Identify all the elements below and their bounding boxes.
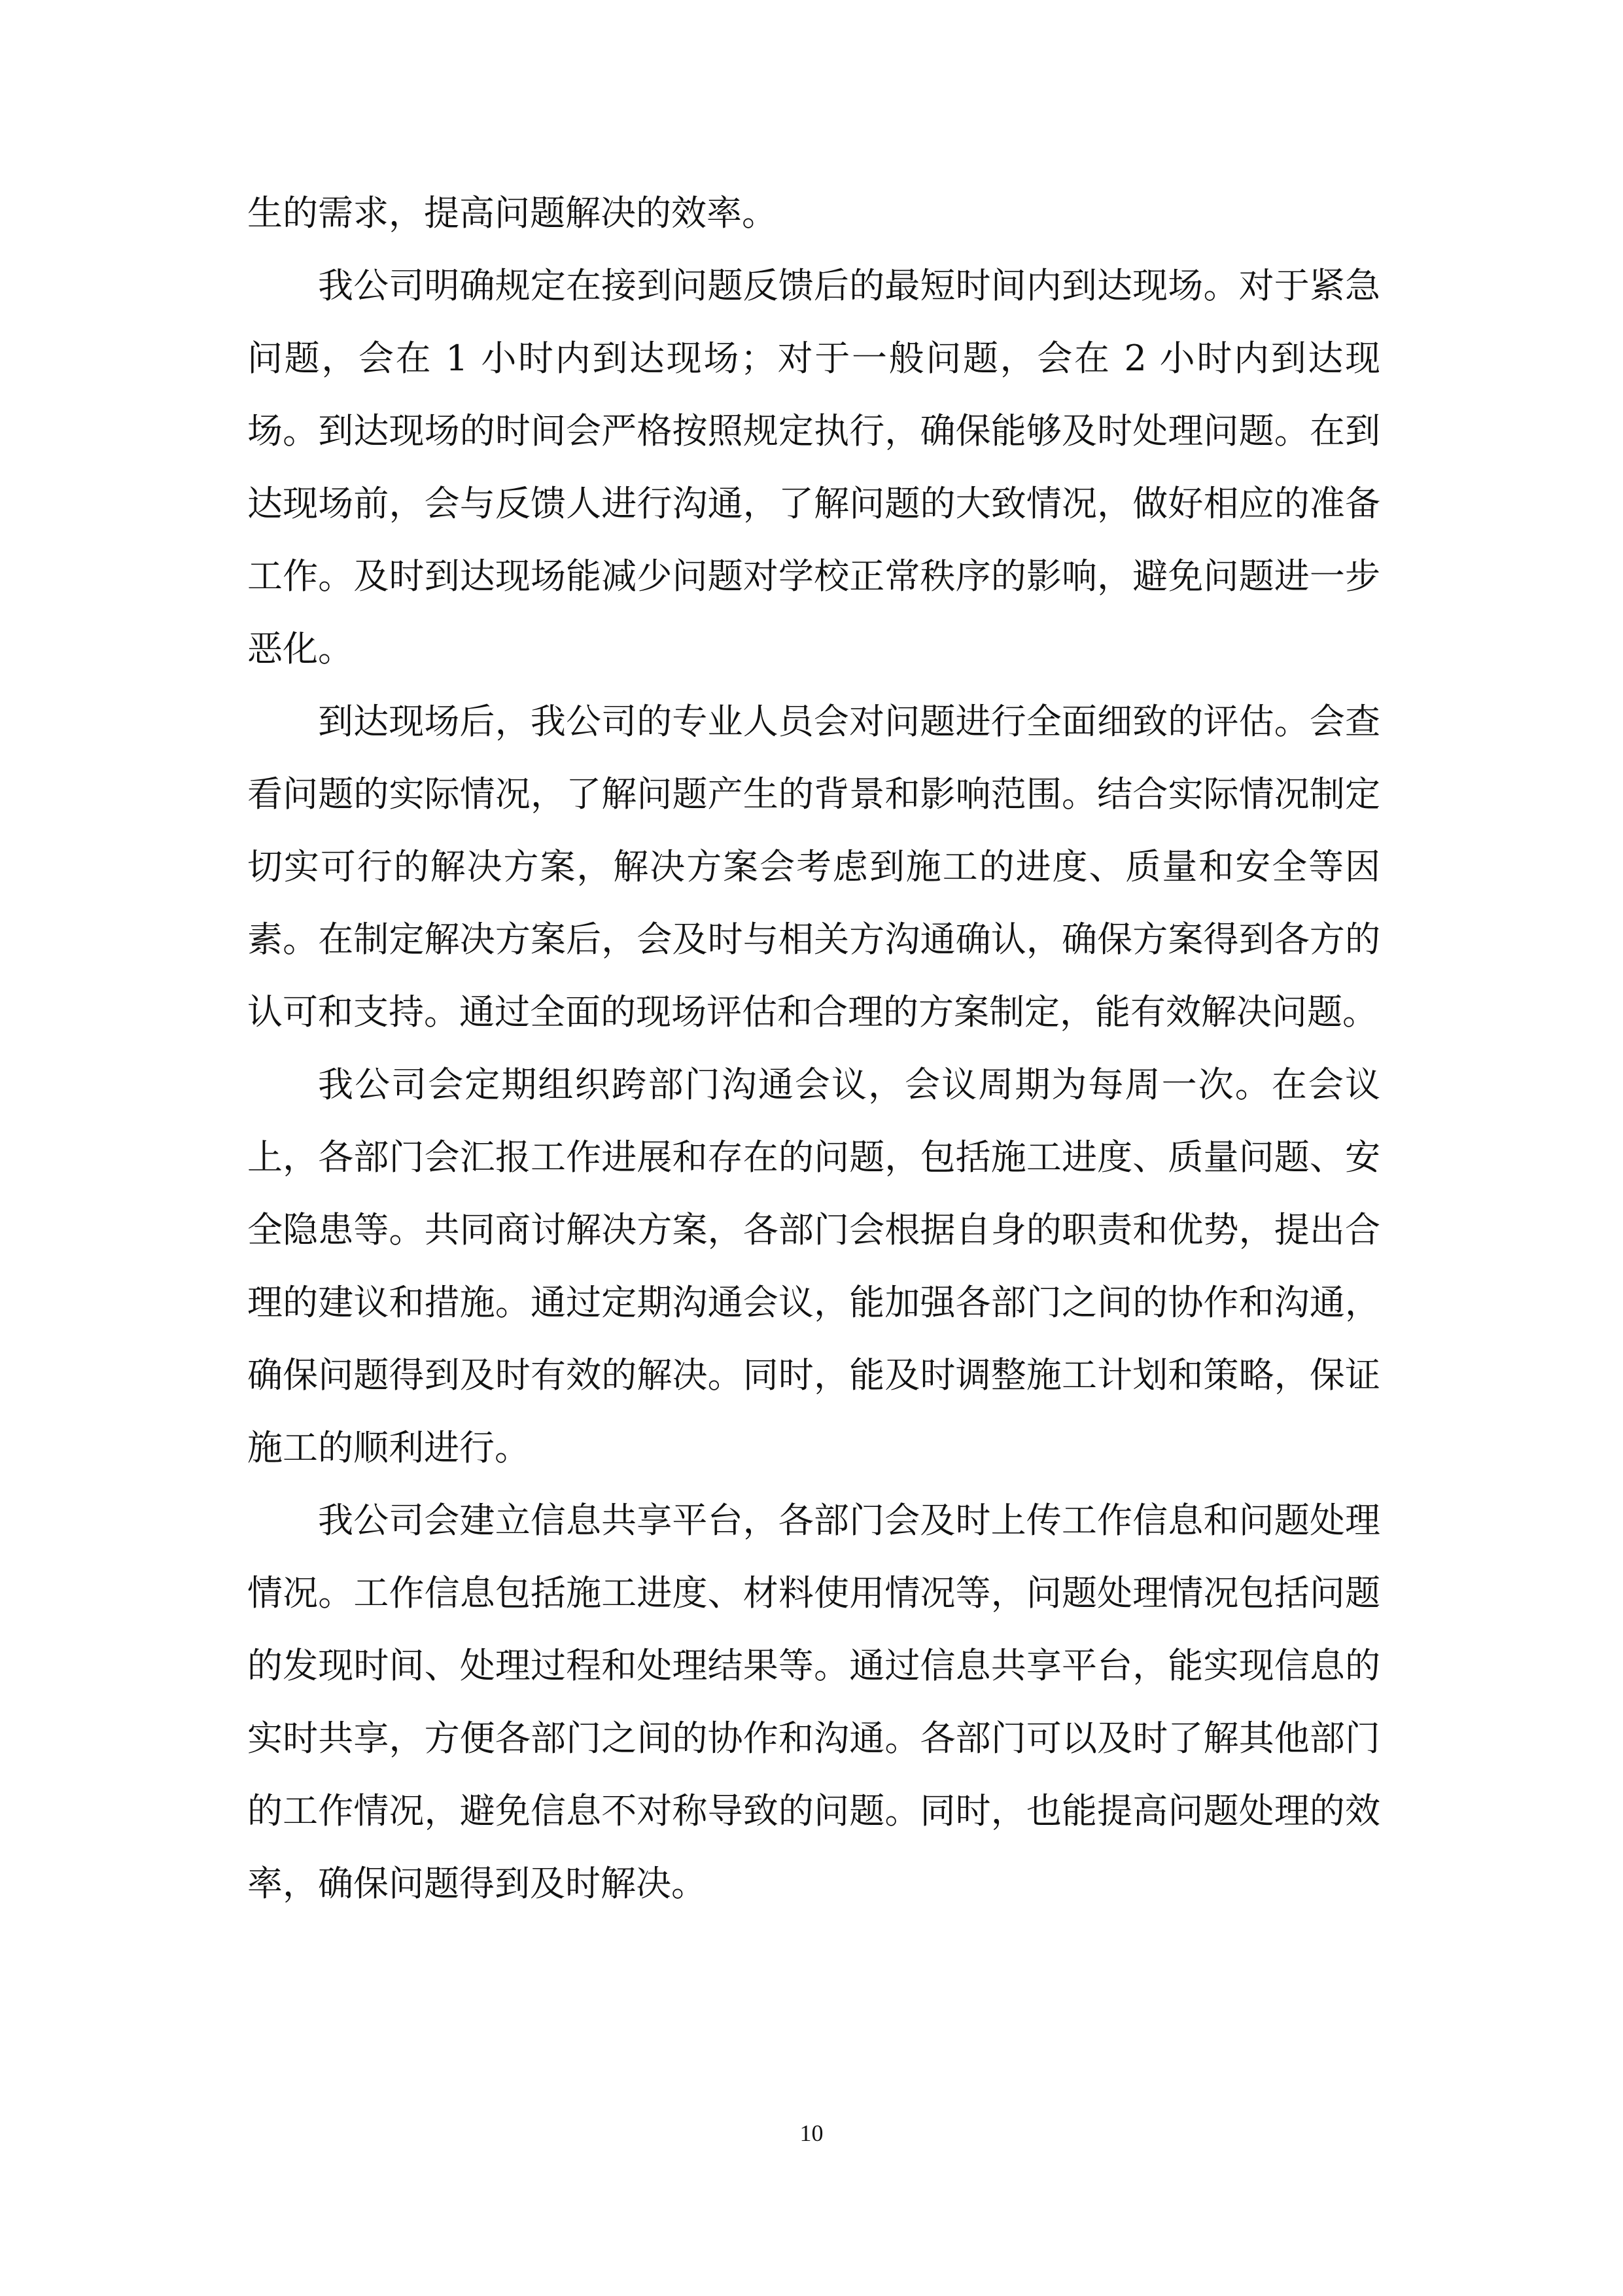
paragraph-site-assessment: 到达现场后，我公司的专业人员会对问题进行全面细致的评估。会查看问题的实际情况，了解问题产生的背景和影响范围。结合实际情况制定切实可行的解决方案，解决方案会考虑到施工的进度、质量和安全等因素。在制定解决方案后，会及时与相关方沟通确认，确保方案得到各方的认可和支持。通过全面的现场评估和合理的方案制定，能有效解决问题。: [247, 701, 1380, 1033]
document-body: [247, 177, 1380, 1920]
paragraph-info-sharing-platform: 我公司会建立信息共享平台，各部门会及时上传工作信息和问题处理情况。工作信息包括施工进度、材料使用情况等，问题处理情况包括问题的发现时间、处理过程和处理结果等。通过信息共享平台，能实现信息的实时共享，方便各部门之间的协作和沟通。各部门可以及时了解其他部门的工作情况，避免信息不对称导致的问题。同时，也能提高问题处理的效率，确保问题得到及时解决。: [247, 1500, 1380, 1904]
page-number: 10: [799, 2120, 824, 2146]
paragraph-arrival-time: 我公司明确规定在接到问题反馈后的最短时间内到达现场。对于紧急问题，会在 1 小时内到达现场；对于一般问题，会在 2 小时内到达现场。到达现场的时间会严格按照规定执行，确保能够及时处理问题。在到达现场前，会与反馈人进行沟通，了解问题的大致情况，做好相应的准备工作。及时到达现场能减少问题对学校正常秩序的影响，避免问题进一步恶化。: [247, 265, 1380, 669]
paragraph-cross-department-meeting: 我公司会定期组织跨部门沟通会议，会议周期为每周一次。在会议上，各部门会汇报工作进展和存在的问题，包括施工进度、质量问题、安全隐患等。共同商讨解决方案，各部门会根据自身的职责和优势，提出合理的建议和措施。通过定期沟通会议，能加强各部门之间的协作和沟通，确保问题得到及时有效的解决。同时，能及时调整施工计划和策略，保证施工的顺利进行。: [247, 1064, 1380, 1468]
paragraph-continuation: 生的需求，提高问题解决的效率。: [247, 192, 777, 234]
